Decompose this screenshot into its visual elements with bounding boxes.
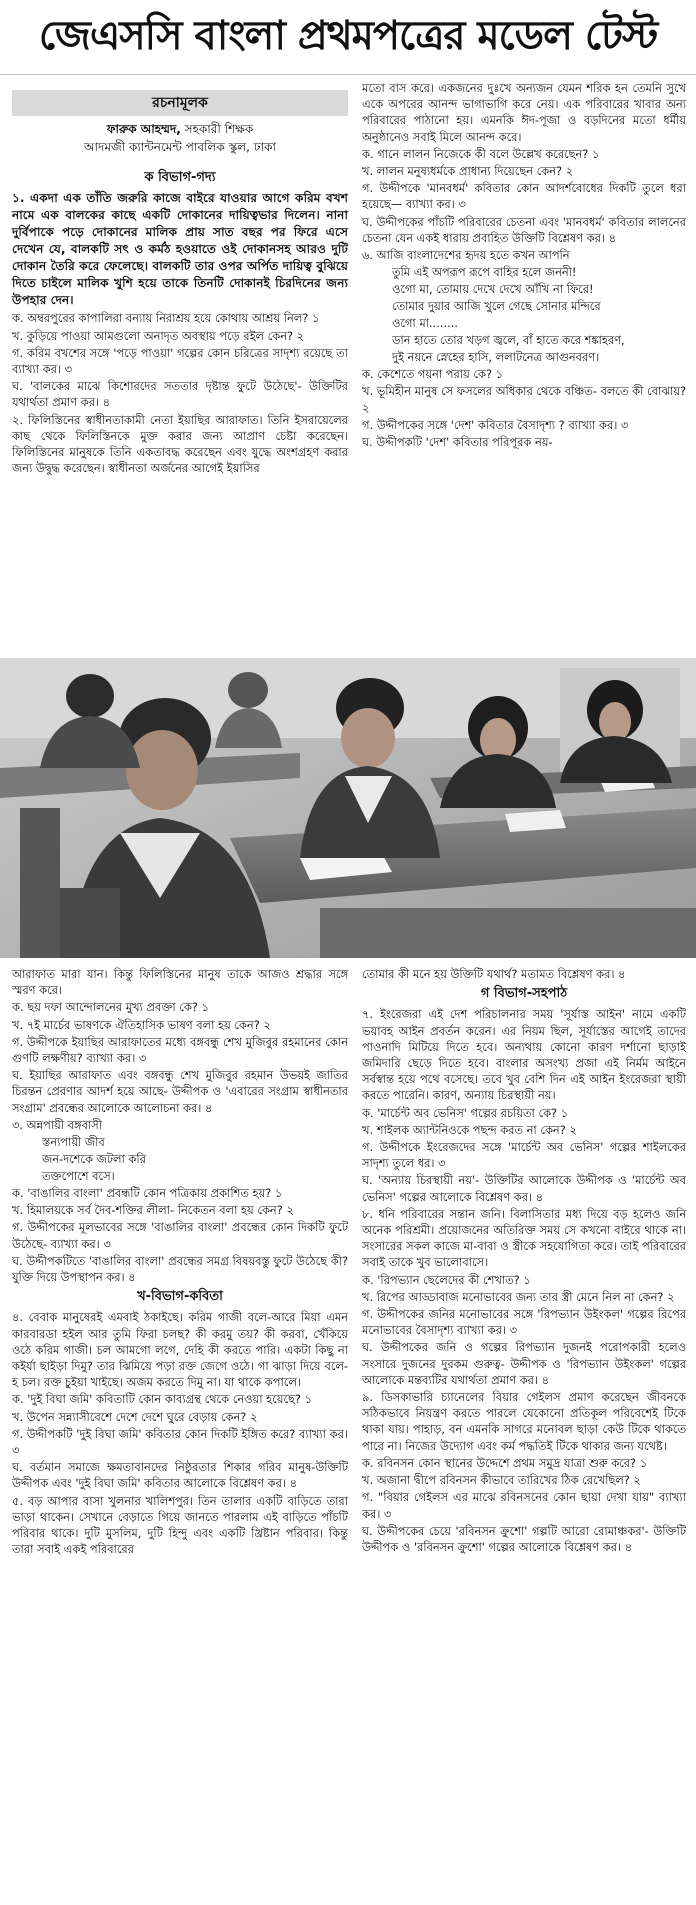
q8-stem: ৮. ধনি পরিবারের সন্তান জনি। বিলাসিতার মধ্য দিয়ে বড় হলেও জনি অনেক পরিশ্রমী। প্রয়োজনের অতিরিক্ত সময় সে কখনো বাইরে থাকে না। সংসারের সকল কাজে মা-বাবা ও স্ত্রীকে সহযোগিতা করে। তাই পরিবারের সবাই তাকে খুব ভালোবাসে। — [362, 1206, 686, 1270]
section-heading-kha: খ-বিভাগ-কবিতা — [137, 1289, 223, 1305]
q5-line-kha: খ. লালন মনুষ্যধর্মকে প্রাধান্য দিয়েছেন কেন? ২ — [362, 164, 574, 179]
q6-line-gha: ঘ. উদ্দীপকটি 'দেশ' কবিতার পরিপূরক নয়- — [362, 435, 553, 450]
q5-line-ga: গ. উদ্দীপকে 'মানবধর্ম' কবিতার কোন আদর্শবোধের দিকটি তুলে ধরা হয়েছে— ব্যাখ্যা কর। ৩ — [362, 181, 686, 212]
q1-line-ka: ক. অম্বরপুরের কাপালিরা বন্যায় নিরাশ্রয় হয়ে কোথায় আশ্রয় নিল? ১ — [12, 311, 320, 326]
poem-line: তক্তপোশে বসে। — [42, 1169, 115, 1184]
q1-line-gha: ঘ. 'বালকের মাঝে কিশোরদের সততার দৃষ্টান্ত ফুটে উঠেছে'- উক্তিটির যথার্থতা প্রমাণ কর। ৪ — [12, 379, 348, 410]
q9-line-ga: গ. "বিয়ার গেইলস এর মাঝে রবিনসনের কোন ছায়া দেখা যায়" ব্যাখ্যা কর। ৩ — [362, 1490, 686, 1521]
q2-line-ga: গ. উদ্দীপকে ইয়াছির আরাফাতের মধ্যে বঙ্গবন্ধু শেখ মুজিবুর রহমানের কোন গুণটি লক্ষণীয়? ব্যাখ্যা কর। ৩ — [12, 1034, 348, 1066]
q7-line-gha: ঘ. 'অন্যায় চিরস্থায়ী নয়'- উক্তিটির আলোকে উদ্দীপক ও 'মার্চেন্ট অব ভেনিস' গল্পের আলোকে বিশ্লেষণ কর। ৪ — [362, 1173, 686, 1204]
q8-line-ka: ক. 'রিপভ্যান ছেলেদের কী শেখাত? ১ — [362, 1272, 531, 1287]
q1-line-ga: গ. করিম বখশের সঙ্গে 'পড়ে পাওয়া' গল্পের কোন চরিত্রের সাদৃশ্য রয়েছে তা ব্যাখ্যা কর। ৩ — [12, 345, 348, 377]
section-heading-ga: গ বিভাগ-সহপাঠ — [480, 986, 568, 1002]
col2-bottom — [362, 966, 686, 1556]
school-name: আদমজী ক্যান্টনমেন্ট পাবলিক স্কুল, ঢাকা — [84, 140, 276, 155]
col1-bottom — [12, 966, 348, 1559]
q3-poem — [12, 1134, 348, 1185]
section-heading-ka: ক বিভাগ-গদ্য — [144, 170, 216, 186]
q7-line-kha: খ. শাইলক অ্যান্টনিওকে পছন্দ করত না কেন? ২ — [362, 1122, 577, 1137]
q4-line-ga: গ. উদ্দীপকটি 'দুই বিঘা জমি' কবিতার কোন দিকটি ইঙ্গিত করে? ব্যাখ্যা কর। ৩ — [12, 1426, 348, 1458]
headline: জেএসসি বাংলা প্রথমপত্রের মডেল টেস্ট — [0, 0, 696, 75]
byline — [12, 120, 348, 156]
q7-stem: ৭. ইংরেজরা এই দেশ পরিচালনার সময় 'সূর্যাস্ত আইন' নামে একটি ভয়াবহ আইন প্রবর্তন করেন। এর নিয়ম ছিল, সূর্যাস্তের আগেই তাদের পাওনাদি মিটিয়ে দিতে হবে। অন্যথায় কোনো কারণ দর্শানো ছাড়াই জমিদারি ছেড়ে দিতে হবে। বাংলার অসংখ্য প্রজা এই নির্মম আইনে সর্বস্বান্ত হয়ে পথে বসেছে। তবে খুব বেশি দিন এই আইন ইংরেজরা স্থায়ী করতে পারেনি। কারণ, অন্যায় চিরস্থায়ী নয়। — [362, 1007, 686, 1103]
q9-stem: ৯. ডিসকাভারি চ্যানেলের বিয়ার গেইলস প্রমাণ করেছেন জীবনকে সঠিকভাবে নিয়ন্ত্রণ করতে পারলে যেকোনো প্রতিকূল পরিবেশেই টিকে থাকা যায়। পাহাড়, বন এমনকি সাগরে মনোবল ছাড়া কেউ টিকে থাকতে পারে না। নিজের উদ্যোগ এবং কর্ম পদ্ধতিই টিকে থাকার জন্য যথেষ্ট। — [362, 1390, 686, 1453]
q1-stem: ১. একদা এক তাঁতি জরুরি কাজে বাইরে যাওয়ার আগে করিম বখশ নামে এক বালকের কাছে একটি দোকানের দায়িত্বভার দিলেন। নানা দুর্বিপাকে পড়ে দোকানের মালিক প্রায় সাত বছর পর ফিরে এসে দেখেন যে, বালকটি সৎ ও কর্মঠ হওয়াতে ওই দোকানসহ আরও দুটি দোকান তৈরি করে ফেলেছে। বালকটি তার ওপর অর্পিত দায়িত্ব বুঝিয়ে দিতে চাইলে মালিক খুশি হয়ে তাকে তিনটি দোকানই চিরদিনের জন্য উপহার দেন। — [12, 191, 348, 308]
poem-line: তুমি এই অপরূপ রূপে বাহির হলে জননী! — [392, 265, 577, 280]
q6-intro: ৬. আজি বাংলাদেশের হৃদয় হতে কখন আপনি — [362, 248, 570, 263]
q2-stem: ২. ফিলিস্তিনের স্বাধীনতাকামী নেতা ইয়াছির আরাফাত। তিনি ইসরায়েলের কাছ থেকে ফিলিস্তিনকে মুক্ত করার জন্য আপ্রাণ চেষ্টা করেছেন। ফিলিস্তিনের মানুষকে তিনি একতাবদ্ধ করেছেন এবং যুদ্ধে অংশগ্রহণ করার জন্য উদ্বুদ্ধ করেছেন। স্বাধীনতা অর্জনের আগেই ইয়াসির — [12, 412, 348, 476]
author-role: সহকারী শিক্ষক — [184, 122, 254, 137]
exam-hall-photo — [0, 658, 696, 958]
q5-line-gha: ঘ. উদ্দীপকের পাঁচটি পরিবারের চেতনা এবং 'মানবধর্ম' কবিতার লালনের চেতনা যেন একই ধারায় প্রবাহিত উক্তিটি বিশ্লেষণ কর। ৪ — [362, 214, 686, 245]
q8-line-kha: খ. রিপের আড্ডাবাজ মনোভাবের জন্য তার স্ত্রী মেনে নিল না কেন? ২ — [362, 1289, 675, 1304]
poem-line: ডান হাতে তোর খড়গ জ্বলে, বাঁ হাতে করে শঙ্কাহরণ, — [392, 333, 625, 348]
q2-line-kha: খ. ৭ই মার্চের ভাষণকে ঐতিহাসিক ভাষণ বলা হয় কেন? ২ — [12, 1017, 271, 1032]
q9-line-gha: ঘ. উদ্দীপকের চেয়ে 'রবিনসন ক্রুশো' গল্পটি আরো রোমাঞ্চকর'- উক্তিটি উদ্দীপক ও 'রবিনসন ক্রুশো' গল্পের আলোকে বিশ্লেষণ কর। ৪ — [362, 1523, 686, 1554]
q4-stem: ৪. বেবাক মানুষেরই এমবাই ঠকাইছে। করিম গাজী বলে-আরে মিয়া এমন কারবারডা হইল আর তুমি ফিরা চলছ? কী করমু তয়? কী করবা, খেঁকিয়ে ওঠে করিম গাজী। চল আমগো লগে, দেহি কী করতে পারি। একটা কিছু না কইর্যা ছাইড়া দিমু? তার ঝিমিয়ে পড়া রক্ত জেগে ওঠে। গা ঝাড়া দিয়ে বলে- হ চল। রক্ত চুইয়া খাইছে। অজম করতে দিমু না। যা থাকে কপালে। — [12, 1310, 348, 1390]
q9-line-ka: ক. রবিনসন কোন স্থানের উদ্দেশে প্রথম সমুদ্র যাত্রা শুরু করে? ১ — [362, 1455, 648, 1470]
q6-line-ka: ক. কেশেতে গয়না পরায় কে? ১ — [362, 367, 504, 382]
poem-line: দুই নয়নে স্নেহের হাসি, ললাটনেত্র আগুনবরণ। — [392, 350, 600, 365]
q2-line-gha: ঘ. ইয়াছির আরাফাত এবং বঙ্গবন্ধু শেখ মুজিবুর রহমান উভয়ই জাতির চিরন্তন প্রেরণার আদর্শ হয়ে আছে- উদ্দীপক ও 'এবারের সংগ্রাম স্বাধীনতার সংগ্রাম' প্রবন্ধের আলোকে আলোচনা কর। ৪ — [12, 1068, 348, 1115]
q4-line-gha: ঘ. বর্তমান সমাজে ক্ষমতাবানদের নিষ্ঠুরতার শিকার গরিব মানুষ-উক্তিটি উদ্দীপক এবং 'দুই বিঘা জমি' কবিতার আলোকে বিশ্লেষণ কর। ৪ — [12, 1460, 348, 1491]
q2-line-ka: ক. ছয় দফা আন্দোলনের মুখ্য প্রবক্তা কে? ১ — [12, 1000, 209, 1015]
q1-line-kha: খ. কুড়িয়ে পাওয়া আমগুলো অনাদৃত অবস্থায় পড়ে রইল কেন? ২ — [12, 328, 305, 343]
section-banner: রচনামূলক — [12, 90, 348, 116]
q3-line-gha: ঘ. উদ্দীপকটিতে 'বাঙালির বাংলা' প্রবন্ধের সমগ্র বিষয়বস্তু ফুটে উঠেছে কী? যুক্তি দিয়ে উপস্থাপন কর। ৪ — [12, 1253, 348, 1285]
q3-line-ga: গ. উদ্দীপকের মূলভাবের সঙ্গে 'বাঙালির বাংলা' প্রবন্ধের কোন দিকটি ফুটে উঠেছে- ব্যাখ্যা কর। ৩ — [12, 1220, 348, 1251]
q6-poem — [362, 264, 686, 366]
students-writing-exam-image — [0, 658, 696, 958]
q5-line-ka: ক. গানে লালন নিজেকে কী বলে উল্লেখ করেছেন? ১ — [362, 146, 600, 161]
q7-line-ka: ক. 'মার্চেন্ট অব ভেনিস' গল্পের রচয়িতা কে? ১ — [362, 1105, 569, 1120]
poem-line: তোমার দুয়ার আজি খুলে গেছে সোনার মন্দিরে — [392, 299, 601, 314]
q4-line-ka: ক. 'দুই বিঘা জমি' কবিতাটি কোন কাব্যগ্রন্থ থেকে নেওয়া হয়েছে? ১ — [12, 1392, 312, 1407]
poem-line: জন-দশেকে জটলা করি — [42, 1152, 146, 1167]
q2-continuation: আরাফাত মারা যান। কিন্তু ফিলিস্তিনের মানুষ তাকে আজও শ্রদ্ধার সঙ্গে স্মরণ করে। — [12, 967, 348, 998]
author-name: ফারুক আহম্মদ, — [106, 122, 181, 137]
poem-line: ওগো মা, তোমায় দেখে দেখে আঁখি না ফিরে! — [392, 282, 594, 297]
q4-line-kha: খ. উপেন সন্ন্যাসীবেশে দেশে দেশে ঘুরে বেড়ায় কেন? ২ — [12, 1409, 258, 1424]
q8-line-ga: গ. উদ্দীপকের জনির মনোভাবের সঙ্গে 'রিপভ্যান উইংকল' গল্পের রিপের মনোভাবের বৈসাদৃশ্য ব্যাখ্যা কর। ৩ — [362, 1307, 686, 1338]
q3-line-ka: ক. 'বাঙালির বাংলা' প্রবন্ধটি কোন পত্রিকায় প্রকাশিত হয়? ১ — [12, 1186, 283, 1201]
col2-top — [362, 80, 686, 451]
col1-top — [12, 80, 348, 477]
q3-line-kha: খ. হিমালয়কে সর্ব দৈব-শক্তির লীলা- নিকেতন বলা হয় কেন? ২ — [12, 1203, 294, 1218]
q8-line-gha: ঘ. উদ্দীপকের জনি ও গল্পের রিপভ্যান দুজনই পরোপকারী হলেও সংসারে দুজনের দুরকম গুরুত্ব- উদ্দীপক ও 'রিপভ্যান উইংকল' গল্পের আলোকে মন্তব্যটির যথার্থতা প্রমাণ কর। ৪ — [362, 1340, 686, 1387]
poem-line: ওগো মা........ — [392, 316, 458, 331]
q6-continuation: তোমার কী মনে হয় উক্তিটি যথার্থ? মতামত বিশ্লেষণ কর। ৪ — [362, 967, 626, 981]
q7-line-ga: গ. উদ্দীপকে ইংরেজদের সঙ্গে 'মার্চেন্ট অব ভেনিস' গল্পের শাইলকের সাদৃশ্য তুলে ধর। ৩ — [362, 1140, 686, 1171]
q5-stem: ৫. বড় আপার বাসা খুলনার খালিশপুর। তিন তালার একটি বাড়িতে তারা ভাড়া থাকেন। সেখানে বেড়াতে গিয়ে জানতে পারলাম এই বাড়িতে পাঁচটি পরিবার থাকে। দুটি মুসলিম, দুটি হিন্দু এবং একটি খ্রিষ্টান পরিবার। কিন্তু তারা সবাই একই পরিবারের — [12, 1493, 348, 1557]
q9-line-kha: খ. অজানা দ্বীপে রবিনসন কীভাবে তারিখের ঠিক রেখেছিল? ২ — [362, 1473, 641, 1488]
poem-line: স্তন্যপায়ী জীব — [42, 1135, 105, 1150]
q3-intro: ৩. অন্নপায়ী বঙ্গবাসী — [12, 1117, 102, 1132]
q6-line-ga: গ. উদ্দীপকের সঙ্গে 'দেশ' কবিতার বৈসাদৃশ্য ? ব্যাখ্যা কর। ৩ — [362, 417, 629, 432]
q5-continuation: মতো বাস করে। একজনের দুঃখে অন্যজন যেমন শরিক হন তেমনি সুখে একে অপরের আনন্দ ভাগাভাগি করে নেয়। এক পরিবারের খাবার অন্য পরিবারের পাঠানো হয়। এমনকি ঈদ-পূজা ও বড়দিনের মতো ধর্মীয় অনুষ্ঠানেও সবাই মিলে আনন্দ করে। — [362, 81, 686, 144]
q6-line-kha: খ. ভূমিহীন মানুষ সে ফসলের অধিকার থেকে বঞ্চিত- বলতে কী বোঝায়? ২ — [362, 384, 686, 415]
